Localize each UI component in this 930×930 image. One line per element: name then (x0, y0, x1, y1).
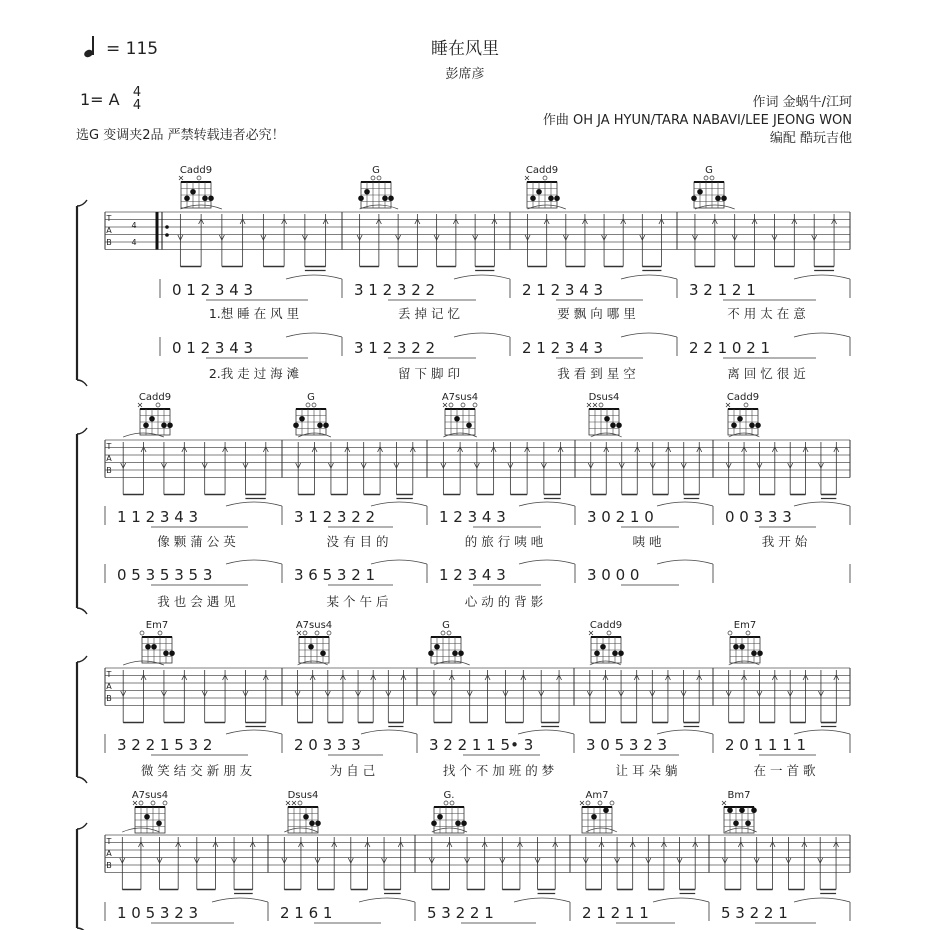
tab-clef-letter-T: T (106, 670, 112, 679)
chord-finger-dot (151, 644, 157, 650)
slur-arc (621, 333, 677, 337)
chord-open-string (746, 631, 750, 635)
chord-finger-dot (184, 195, 190, 201)
chord-name-2-4: Em7 (733, 620, 757, 631)
slur-arc (361, 730, 417, 734)
chord-finger-dot (323, 422, 329, 428)
arranger-credit: 编配 酷玩吉他 (769, 131, 852, 146)
chord-open-string (461, 403, 465, 407)
tab-clef-letter-A: A (106, 682, 112, 691)
slur-arc (514, 898, 570, 902)
chord-open-string (450, 801, 454, 805)
slur-arc (226, 730, 282, 734)
chord-open-string (197, 176, 201, 180)
chord-finger-dot (536, 189, 542, 195)
chord-finger-dot (317, 422, 323, 428)
chord-finger-dot (697, 189, 703, 195)
chord-open-string (156, 403, 160, 407)
slur-arc (794, 730, 850, 734)
chord-finger-dot (554, 195, 560, 201)
chord-name-3-3: Am7 (585, 790, 609, 801)
chord-finger-dot (604, 416, 610, 422)
chord-open-string (158, 631, 162, 635)
chord-open-string (704, 176, 708, 180)
chord-name-0-0: Cadd9 (179, 165, 213, 176)
lyric-measure: 要 飘 向 哪 里 (557, 306, 636, 321)
chord-finger-dot (751, 807, 757, 813)
chord-muted-string: × (523, 173, 531, 183)
chord-finger-dot (610, 422, 616, 428)
chord-finger-dot (299, 416, 305, 422)
chord-name-0-1: G (372, 165, 380, 176)
lyric-measure: 的 旅 行 咦 吔 (464, 534, 544, 549)
chord-finger-dot (190, 189, 196, 195)
tab-clef-letter-A: A (106, 849, 112, 858)
lyric-measure: 咦 吔 (632, 534, 662, 549)
lyric-measure: 1.想 睡 在 风 里 (208, 306, 300, 321)
chord-finger-dot (149, 416, 155, 422)
slur-arc (226, 560, 282, 564)
melody-measure: 5 3 2 2 1 (427, 904, 494, 922)
time-sig-top: 4 (132, 85, 142, 100)
chord-finger-dot (293, 422, 299, 428)
chord-finger-dot (143, 422, 149, 428)
bracket-top-curl (77, 200, 87, 206)
melody-measure: 5 3 2 2 1 (721, 904, 788, 922)
slur-arc (518, 730, 574, 734)
lyric-measure: 某 个 午 后 (326, 594, 389, 609)
chord-open-string (610, 801, 614, 805)
chord-finger-dot (739, 807, 745, 813)
chord-finger-dot (548, 195, 554, 201)
melody-measure: 3 2 1 2 1 (689, 281, 756, 299)
slur-arc (359, 898, 415, 902)
chord-open-string (303, 631, 307, 635)
chord-finger-dot (737, 416, 743, 422)
slur-arc (519, 560, 575, 564)
slur-arc (454, 275, 510, 279)
chord-name-2-3: Cadd9 (589, 620, 623, 631)
tab-time-sig-top: 4 (131, 221, 137, 230)
melody-measure: 1 1 2 3 4 3 (117, 508, 199, 526)
chord-name-3-0: A7sus4 (131, 790, 169, 801)
artist-name: 彭席彦 (445, 67, 485, 82)
chord-finger-dot (600, 644, 606, 650)
lyric-measure: 像 颗 蒲 公 英 (157, 534, 236, 549)
chord-muted-string: × (136, 400, 144, 410)
chord-finger-dot (145, 644, 151, 650)
slur-arc (794, 275, 850, 279)
chord-finger-dot (144, 814, 150, 820)
melody-measure: 1 2 3 4 3 (439, 508, 506, 526)
chord-muted-string: × (724, 400, 732, 410)
chord-open-string (447, 631, 451, 635)
chord-open-string (371, 176, 375, 180)
melody-measure: 3 1 2 3 2 2 (354, 281, 436, 299)
chord-muted-string: × (284, 798, 292, 808)
chord-finger-dot (458, 650, 464, 656)
chord-finger-dot (382, 195, 388, 201)
lyric-measure: 微 笑 结 交 新 朋 友 (140, 763, 253, 778)
chord-open-string (306, 403, 310, 407)
slur-arc (286, 333, 342, 337)
melody-measure: 3 0 5 3 2 3 (586, 736, 668, 754)
chord-muted-string: × (591, 400, 599, 410)
slur-arc (794, 502, 850, 506)
time-sig-bottom: 4 (132, 98, 142, 113)
capo-note: 选G 变调夹2品 严禁转载违者必究！ (76, 128, 285, 143)
melody-measure: 3 6 5 3 2 1 (294, 566, 376, 584)
chord-open-string (710, 176, 714, 180)
chord-finger-dot (591, 814, 597, 820)
chord-finger-dot (691, 195, 697, 201)
chord-muted-string: × (177, 173, 185, 183)
repeat-dot (165, 233, 169, 237)
chord-finger-dot (733, 644, 739, 650)
melody-measure: 0 1 2 3 4 3 (172, 281, 254, 299)
key-signature: 1= A (80, 90, 120, 109)
slur-arc (653, 898, 709, 902)
chord-open-string (327, 631, 331, 635)
melody-measure: 3 0 0 0 (587, 566, 640, 584)
chord-finger-dot (388, 195, 394, 201)
chord-finger-dot (715, 195, 721, 201)
slur-arc (657, 560, 713, 564)
chord-name-1-4: Cadd9 (726, 392, 760, 403)
chord-finger-dot (303, 814, 309, 820)
chord-finger-dot (616, 422, 622, 428)
melody-measure: 2 0 1 1 1 1 (725, 736, 807, 754)
chord-finger-dot (751, 650, 757, 656)
chord-finger-dot (208, 195, 214, 201)
chord-finger-dot (163, 650, 169, 656)
chord-open-string (449, 403, 453, 407)
chord-open-string (312, 403, 316, 407)
chord-finger-dot (358, 195, 364, 201)
chord-finger-dot (755, 422, 761, 428)
chord-name-3-1: Dsus4 (287, 790, 319, 801)
chord-finger-dot (727, 807, 733, 813)
chord-finger-dot (437, 814, 443, 820)
chord-finger-dot (461, 820, 467, 826)
chord-finger-dot (733, 820, 739, 826)
chord-finger-dot (745, 820, 751, 826)
chord-finger-dot (161, 422, 167, 428)
chord-finger-dot (315, 820, 321, 826)
tempo-value: = 115 (106, 39, 159, 59)
lyric-measure: 丢 掉 记 忆 (398, 306, 460, 321)
melody-measure: 2 1 6 1 (280, 904, 333, 922)
chord-name-1-2: A7sus4 (441, 392, 479, 403)
chord-finger-dot (156, 820, 162, 826)
lyric-measure: 离 回 忆 很 近 (727, 366, 806, 381)
chord-finger-dot (530, 195, 536, 201)
tab-time-sig-bottom: 4 (131, 238, 137, 247)
lyric-measure: 心 动 的 背 影 (464, 594, 544, 609)
chord-finger-dot (452, 650, 458, 656)
chord-finger-dot (618, 650, 624, 656)
chord-finger-dot (739, 644, 745, 650)
tab-clef-letter-B: B (106, 694, 112, 703)
melody-measure: 2 2 1 0 2 1 (689, 339, 771, 357)
chord-finger-dot (731, 422, 737, 428)
slur-arc (454, 333, 510, 337)
chord-open-string (377, 176, 381, 180)
melody-measure: 3 2 2 1 1 5• 3 (429, 736, 534, 754)
tab-clef-letter-T: T (106, 214, 112, 223)
tie-arc (432, 828, 467, 832)
chord-open-string (728, 631, 732, 635)
melody-measure: 3 2 2 1 5 3 2 (117, 736, 213, 754)
chord-finger-dot (167, 422, 173, 428)
chord-name-2-0: Em7 (145, 620, 169, 631)
bracket-bottom-curl (77, 777, 87, 783)
slur-arc (794, 333, 850, 337)
slur-arc (212, 898, 268, 902)
chord-finger-dot (308, 644, 314, 650)
chord-finger-dot (169, 650, 175, 656)
tab-clef-letter-A: A (106, 454, 112, 463)
chord-finger-dot (757, 650, 763, 656)
melody-measure: 3 0 2 1 0 (587, 508, 654, 526)
chord-muted-string: × (290, 798, 298, 808)
chord-muted-string: × (578, 798, 586, 808)
chord-open-string (441, 631, 445, 635)
song-title: 睡在风里 (431, 39, 499, 59)
bracket-top-curl (77, 823, 87, 829)
chord-finger-dot (721, 195, 727, 201)
chord-finger-dot (428, 650, 434, 656)
bracket-bottom-curl (77, 380, 87, 386)
chord-muted-string: × (295, 628, 303, 638)
chord-open-string (599, 403, 603, 407)
tab-clef-letter-B: B (106, 861, 112, 870)
chord-finger-dot (320, 650, 326, 656)
melody-measure: 2 1 2 3 4 3 (522, 281, 604, 299)
lyric-measure: 我 开 始 (761, 534, 808, 549)
slur-arc (657, 730, 713, 734)
chord-finger-dot (364, 189, 370, 195)
chord-finger-dot (466, 422, 472, 428)
chord-open-string (315, 631, 319, 635)
slur-arc (794, 898, 850, 902)
melody-measure: 0 0 3 3 3 (725, 508, 792, 526)
lyric-measure: 为 自 己 (329, 763, 376, 778)
composer-credit: 作曲 OH JA HYUN/TARA NABAVI/LEE JEONG WON (542, 113, 852, 128)
chord-open-string (298, 801, 302, 805)
slur-arc (371, 560, 427, 564)
chord-name-0-3: G (705, 165, 713, 176)
chord-name-0-2: Cadd9 (525, 165, 559, 176)
chord-finger-dot (603, 807, 609, 813)
lyric-measure: 让 耳 朵 躺 (615, 763, 678, 778)
chord-open-string (744, 403, 748, 407)
chord-open-string (151, 801, 155, 805)
chord-open-string (586, 801, 590, 805)
tab-clef-letter-A: A (106, 226, 112, 235)
melody-measure: 3 1 2 3 2 2 (294, 508, 376, 526)
chord-name-1-1: G (307, 392, 315, 403)
lyricist-credit: 作词 金蜗牛/江珂 (752, 95, 852, 110)
chord-open-string (473, 403, 477, 407)
lyric-measure: 不 用 太 在 意 (727, 306, 806, 321)
chord-finger-dot (431, 820, 437, 826)
bracket-bottom-curl (77, 608, 87, 614)
tab-clef-letter-T: T (106, 442, 112, 451)
melody-measure: 1 0 5 3 2 3 (117, 904, 199, 922)
lyric-measure: 我 也 会 遇 见 (157, 594, 236, 609)
chord-open-string (543, 176, 547, 180)
chord-name-2-2: G (442, 620, 450, 631)
tab-clef-letter-B: B (106, 466, 112, 475)
chord-muted-string: × (131, 798, 139, 808)
chord-finger-dot (309, 820, 315, 826)
melody-measure: 0 1 2 3 4 3 (172, 339, 254, 357)
lyric-measure: 我 看 到 星 空 (557, 366, 636, 381)
chord-name-3-4: Bm7 (727, 790, 751, 801)
repeat-dot (165, 225, 169, 229)
chord-finger-dot (434, 644, 440, 650)
slur-arc (519, 502, 575, 506)
chord-open-string (598, 801, 602, 805)
chord-finger-dot (202, 195, 208, 201)
tie-arc (284, 828, 317, 832)
tab-clef-letter-T: T (106, 837, 112, 846)
chord-finger-dot (612, 650, 618, 656)
slur-arc (286, 275, 342, 279)
chord-muted-string: × (441, 400, 449, 410)
melody-measure: 2 1 2 3 4 3 (522, 339, 604, 357)
lyric-measure: 留 下 脚 印 (398, 366, 460, 381)
lyric-measure: 没 有 目 的 (326, 534, 389, 549)
chord-finger-dot (455, 820, 461, 826)
lyric-measure: 2.我 走 过 海 滩 (208, 366, 300, 381)
chord-open-string (444, 801, 448, 805)
chord-name-1-0: Cadd9 (138, 392, 172, 403)
chord-open-string (139, 801, 143, 805)
chord-muted-string: × (587, 628, 595, 638)
chord-open-string (163, 801, 167, 805)
chord-muted-string: × (720, 798, 728, 808)
chord-name-1-3: Dsus4 (588, 392, 620, 403)
melody-measure: 2 1 2 1 1 (582, 904, 649, 922)
tab-clef-letter-B: B (106, 238, 112, 247)
chord-name-3-2: G. (443, 790, 455, 801)
chord-open-string (607, 631, 611, 635)
melody-measure: 0 5 3 5 3 5 3 (117, 566, 213, 584)
slur-arc (226, 502, 282, 506)
melody-measure: 3 1 2 3 2 2 (354, 339, 436, 357)
chord-finger-dot (454, 416, 460, 422)
chord-muted-string: × (585, 400, 593, 410)
bracket-top-curl (77, 428, 87, 434)
lyric-measure: 找 个 不 加 班 的 梦 (442, 763, 555, 778)
chord-finger-dot (594, 650, 600, 656)
slur-arc (371, 502, 427, 506)
bracket-top-curl (77, 656, 87, 662)
slur-arc (621, 275, 677, 279)
chord-open-string (140, 631, 144, 635)
melody-measure: 1 2 3 4 3 (439, 566, 506, 584)
chord-finger-dot (749, 422, 755, 428)
chord-name-2-1: A7sus4 (295, 620, 333, 631)
slur-arc (657, 502, 713, 506)
melody-measure: 2 0 3 3 3 (294, 736, 361, 754)
lyric-measure: 在 一 首 歌 (753, 763, 816, 778)
